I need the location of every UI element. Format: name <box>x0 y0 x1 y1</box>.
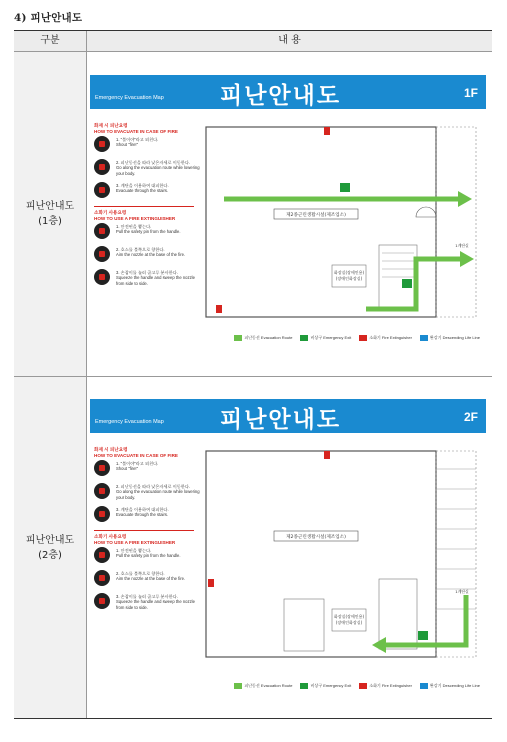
fire-head-ko: 화재 시 피난요령 <box>94 123 128 128</box>
floor-plan-2f <box>204 449 482 665</box>
instructions-panel <box>94 447 198 614</box>
extinguisher-icon <box>324 451 330 459</box>
map-legend <box>234 335 480 341</box>
row-label-line1: 피난안내도 <box>25 201 75 212</box>
step-ko: 2. 호스를 불쪽으로 향한다. <box>116 571 165 576</box>
stair-mark: 1계단실 <box>455 243 469 248</box>
fire-step <box>94 134 198 157</box>
table-row <box>14 377 492 718</box>
emergency-exit-icon <box>340 183 350 192</box>
evacuation-map-1f <box>90 75 486 345</box>
ext-step <box>94 244 198 267</box>
extinguisher-spray-icon <box>94 269 110 285</box>
section-title: 4) 피난안내도 <box>14 12 83 24</box>
legend-exit: 비상구 Emergency Exit <box>310 683 352 688</box>
room-label: 제2종근린생활시설(제조업소) <box>286 535 346 540</box>
stair-mark: 1계단실 <box>455 589 469 594</box>
map-legend <box>234 683 480 689</box>
fire-step <box>94 458 198 481</box>
small-room-label-2: (장애인화장실) <box>335 620 363 625</box>
step-ko: 2. 피난동선을 따라 낮은자세로 이동한다. <box>116 484 191 489</box>
step-en: Pull the safety pin from the handle. <box>116 553 181 559</box>
ext-head-ko: 소화기 사용요령 <box>94 534 127 539</box>
person-shout-icon <box>94 460 110 476</box>
step-ko: 1. "불이야"라고 외친다. <box>116 137 159 142</box>
header-category: 구분 <box>14 31 87 51</box>
fire-head-en: HOW TO EVACUATE IN CASE OF FIRE <box>94 128 178 134</box>
legend-route: 피난동선 Evacuation Route <box>244 335 293 340</box>
instructions-panel <box>94 123 198 290</box>
step-ko: 3. 손잡이를 눌러 골고루 분사한다. <box>116 594 178 599</box>
small-room-label-1: 화장실(장애인용) <box>333 270 365 275</box>
map-banner <box>90 399 486 433</box>
floor-plan-1f <box>204 125 482 325</box>
step-ko: 1. 안전핀을 뽑는다. <box>116 548 152 553</box>
map-title-ko: 피난안내도 <box>220 83 342 109</box>
small-room-label-2: (장애인화장실) <box>335 276 363 281</box>
evacuation-map-2f <box>90 399 486 693</box>
row-label-line1: 피난안내도 <box>25 534 75 546</box>
step-en: Evacuate through the stairs. <box>116 512 169 518</box>
map-title-ko: 피난안내도 <box>220 407 342 433</box>
row-label-line2: (1층) <box>38 216 62 227</box>
table-header <box>14 31 492 52</box>
emergency-exit-icon <box>418 631 428 640</box>
small-room-label-1: 화장실(장애인용) <box>333 614 365 619</box>
table-row <box>14 52 492 377</box>
fire-step <box>94 157 198 180</box>
extinguisher-aim-icon <box>94 570 110 586</box>
fire-step <box>94 504 198 527</box>
ext-step <box>94 221 198 244</box>
extinguisher-icon <box>359 683 367 689</box>
legend-route: 피난동선 Evacuation Route <box>244 683 293 688</box>
map-banner <box>90 75 486 109</box>
extinguisher-spray-icon <box>94 593 110 609</box>
exit-icon <box>300 335 308 341</box>
step-en: Shout "fire!" <box>116 142 139 148</box>
step-ko: 2. 호스를 불쪽으로 향한다. <box>116 247 165 252</box>
legend-extinguisher: 소화기 Fire Extinguisher <box>369 335 412 340</box>
ext-step <box>94 591 198 614</box>
route-arrow-icon <box>234 335 242 341</box>
divider <box>94 206 194 207</box>
step-ko: 1. "불이야"라고 외친다. <box>116 461 159 466</box>
extinguisher-aim-icon <box>94 246 110 262</box>
emergency-exit-icon <box>402 279 412 288</box>
step-ko: 3. 손잡이를 눌러 골고루 분사한다. <box>116 270 178 275</box>
floor-label: 1F <box>463 86 478 100</box>
step-en: Squeeze the handle and sweep the nozzle from side to side. <box>116 275 195 286</box>
row-label-line2: (2층) <box>38 549 62 561</box>
step-en: Squeeze the handle and sweep the nozzle from side to side. <box>116 599 195 610</box>
legend-extinguisher: 소화기 Fire Extinguisher <box>369 683 412 688</box>
ext-head-en: HOW TO USE A FIRE EXTINGUISHER <box>94 215 176 221</box>
row-label <box>14 52 87 376</box>
stairs-icon <box>94 506 110 522</box>
divider <box>94 530 194 531</box>
extinguisher-icon <box>359 335 367 341</box>
step-en: Go along the evacuation route while lowering your body. <box>116 489 200 500</box>
step-en: Go along the evacuation route while lowering your body. <box>116 165 200 176</box>
row-label <box>14 377 87 718</box>
ext-step <box>94 568 198 591</box>
floor-label: 2F <box>463 410 478 424</box>
step-ko: 3. 계단을 이용하여 대피한다. <box>116 183 169 188</box>
extinguisher-icon <box>216 305 222 313</box>
lifeline-icon <box>420 683 428 689</box>
person-crouch-icon <box>94 483 110 499</box>
extinguisher-icon <box>324 127 330 135</box>
person-shout-icon <box>94 136 110 152</box>
ext-head-ko: 소화기 사용요령 <box>94 210 127 215</box>
extinguisher-icon <box>208 579 214 587</box>
lifeline-icon <box>420 335 428 341</box>
map-title-en: Emergency Evacuation Map <box>95 95 164 101</box>
fire-head-en: HOW TO EVACUATE IN CASE OF FIRE <box>94 452 178 458</box>
step-ko: 3. 계단을 이용하여 대피한다. <box>116 507 169 512</box>
step-ko: 1. 안전핀을 뽑는다. <box>116 224 152 229</box>
step-en: Pull the safety pin from the handle. <box>116 229 181 235</box>
map-title-en: Emergency Evacuation Map <box>95 419 164 425</box>
fire-step <box>94 481 198 504</box>
exit-icon <box>300 683 308 689</box>
extinguisher-pin-icon <box>94 547 110 563</box>
route-arrow-icon <box>234 683 242 689</box>
fire-step <box>94 180 198 203</box>
header-content: 내 용 <box>278 35 301 46</box>
legend-exit: 비상구 Emergency Exit <box>310 335 352 340</box>
step-en: Shout "fire!" <box>116 466 139 472</box>
room-label: 제2종근린생활시설(제조업소) <box>286 213 346 218</box>
step-en: Evacuate through the stairs. <box>116 188 169 194</box>
legend-lifeline: 완강기 Descending Life Line <box>429 683 480 688</box>
fire-head-ko: 화재 시 피난요령 <box>94 447 128 452</box>
step-en: Aim the nozzle at the base of the fire. <box>116 252 186 258</box>
stairs-icon <box>94 182 110 198</box>
legend-lifeline: 완강기 Descending Life Line <box>429 335 480 340</box>
step-ko: 2. 피난동선을 따라 낮은자세로 이동한다. <box>116 160 191 165</box>
extinguisher-pin-icon <box>94 223 110 239</box>
ext-step <box>94 267 198 290</box>
ext-step <box>94 545 198 568</box>
ext-head-en: HOW TO USE A FIRE EXTINGUISHER <box>94 539 176 545</box>
step-en: Aim the nozzle at the base of the fire. <box>116 576 186 582</box>
person-crouch-icon <box>94 159 110 175</box>
evacuation-table <box>14 30 492 719</box>
